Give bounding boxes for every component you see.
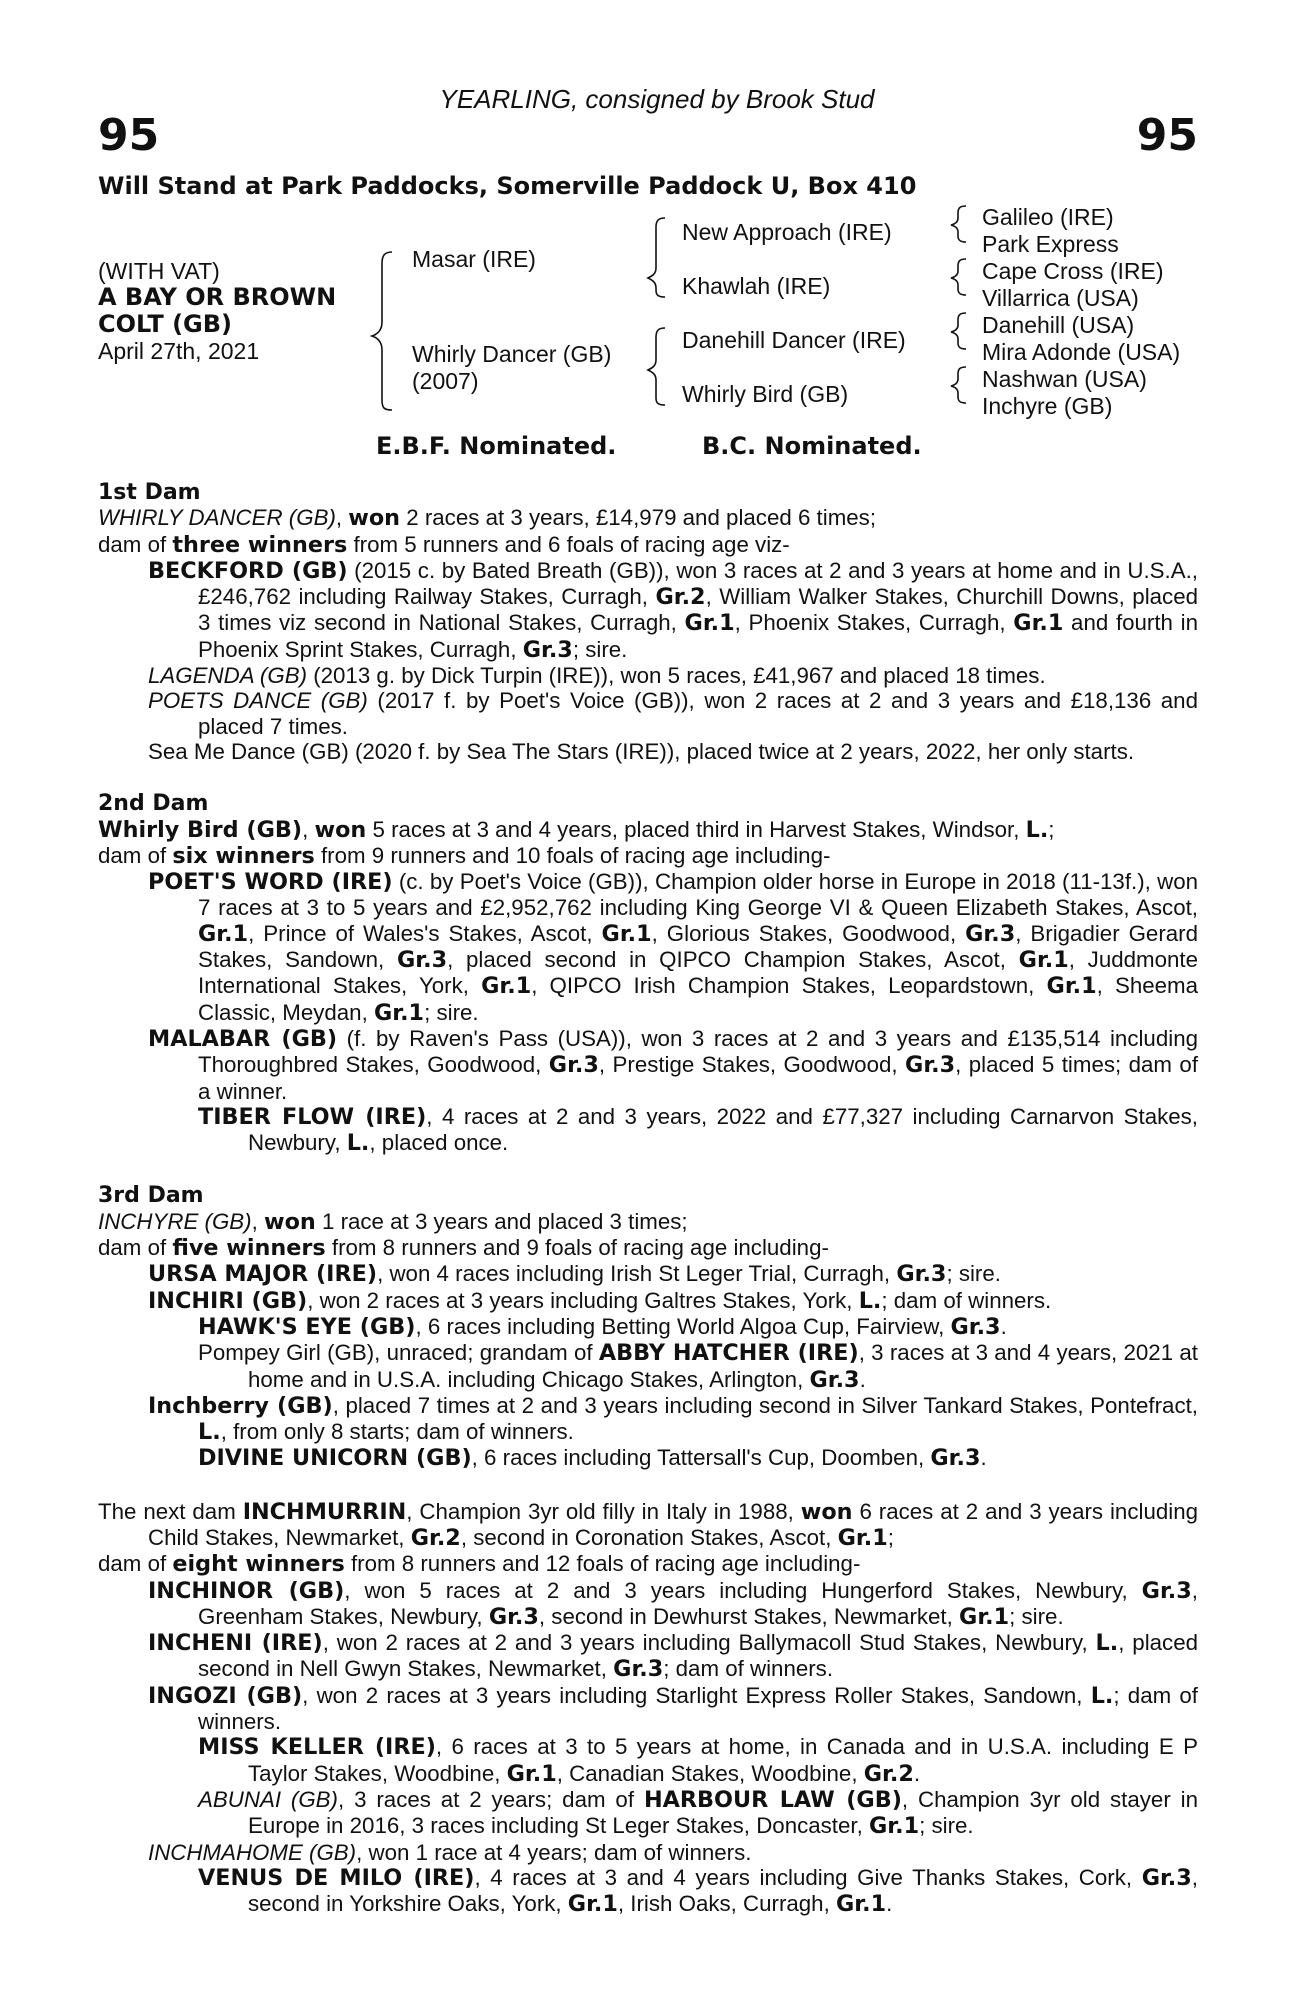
list-item: TIBER FLOW (IRE), 4 races at 2 and 3 years, 2022 and £77,327 including Carnarvon Stakes, Newbury, L., placed once. (198, 1103, 1198, 1157)
list-item: INCHIRI (GB), won 2 races at 3 years including Galtres Stakes, York, L.; dam of winners. (148, 1287, 1052, 1314)
list-item: INCHENI (IRE), won 2 races at 2 and 3 years including Ballymacoll Stud Stakes, Newbury, L., placed second in Nell Gwyn Stakes, Newmarket, Gr.3; dam of winners. (148, 1630, 1199, 1683)
ancestor-1: Galileo (IRE) (982, 204, 1114, 230)
foaling-date: April 27th, 2021 (98, 338, 260, 364)
list-item: POET'S WORD (IRE) (c. by Poet's Voice (GB)), Champion older horse in Europe in 2018 (11-13f.), won 7 races at 3 to 5 years and £2,952,762 including King George VI & Queen Elizabeth Stakes, Ascot, Gr.1, Prince of Wales's Stakes, Ascot, Gr.1, Glorious Stakes, Goodwood, Gr.3, Brigadier Gerard Stakes, Sandown, Gr.3, placed second in QIPCO Champion Stakes, Ascot, Gr.1, Juddmonte International Stakes, York, Gr.1, QIPCO Irish Champion Stakes, Leopardstown, Gr.1, Sheema Classic, Meydan, Gr.1; sire. (148, 869, 1199, 1026)
first-dam-produce: dam of three winners from 5 runners and 6 foals of racing age viz- (98, 531, 790, 558)
list-item: INCHINOR (GB), won 5 races at 2 and 3 years including Hungerford Stakes, Newbury, Gr.3, Greenham Stakes, Newbury, Gr.3, second in Dewhurst Stakes, Newmarket, Gr.1; sire. (148, 1577, 1198, 1630)
list-item: ABUNAI (GB), 3 races at 2 years; dam of HARBOUR LAW (GB), Champion 3yr old stayer in Europe in 2016, 3 races including St Leger Stakes, Doncaster, Gr.1; sire. (198, 1786, 1198, 1840)
sire-name: Masar (IRE) (412, 246, 536, 272)
lot-number-left: 95 (98, 110, 160, 161)
consignor-header: YEARLING, consigned by Brook Stud (439, 84, 875, 114)
list-item: HAWK'S EYE (GB), 6 races including Betting World Algoa Cup, Fairview, Gr.3. (198, 1313, 1007, 1340)
list-item: LAGENDA (GB) (2013 g. by Dick Turpin (IRE)), won 5 races, £41,967 and placed 18 times. (148, 663, 1046, 689)
ebf-nomination: E.B.F. Nominated. (376, 432, 617, 460)
horse-description-1: A BAY OR BROWN (98, 283, 337, 311)
third-dam-record: INCHYRE (GB), won 1 race at 3 years and placed 3 times; (98, 1208, 688, 1235)
second-dam-heading: 2nd Dam (98, 791, 209, 817)
dam-year: (2007) (412, 368, 479, 394)
list-item: MALABAR (GB) (f. by Raven's Pass (USA)), won 3 races at 2 and 3 years and £135,514 including Thoroughbred Stakes, Goodwood, Gr.3, Prestige Stakes, Goodwood, Gr.3, placed 5 times; dam of a winner. (148, 1025, 1199, 1104)
dam-sire-name: Danehill Dancer (IRE) (682, 327, 906, 353)
third-dam-heading: 3rd Dam (98, 1183, 204, 1209)
first-dam-record: WHIRLY DANCER (GB), won 2 races at 3 years, £14,979 and placed 6 times; (98, 505, 877, 532)
list-item: Inchberry (GB), placed 7 times at 2 and 3 years including second in Silver Tankard Stakes, Pontefract, L., from only 8 starts; dam of winners. (148, 1392, 1198, 1446)
third-dam-produce: dam of five winners from 8 runners and 9 foals of racing age including- (98, 1235, 829, 1262)
sire-dam-name: Khawlah (IRE) (682, 273, 831, 299)
ancestor-7: Nashwan (USA) (982, 366, 1147, 392)
list-item: Sea Me Dance (GB) (2020 f. by Sea The Stars (IRE)), placed twice at 2 years, 2022, her only starts. (148, 738, 1135, 764)
list-item: MISS KELLER (IRE), 6 races at 3 to 5 years at home, in Canada and in U.S.A. including E P Taylor Stakes, Woodbine, Gr.1, Canadian Stakes, Woodbine, Gr.2. (198, 1734, 1198, 1787)
list-item: INCHMAHOME (GB), won 1 race at 4 years; dam of winners. (148, 1839, 752, 1865)
list-item: DIVINE UNICORN (GB), 6 races including Tattersall's Cup, Doomben, Gr.3. (198, 1445, 987, 1472)
dam-dam-name: Whirly Bird (GB) (682, 381, 849, 407)
sire-sire-name: New Approach (IRE) (682, 219, 892, 245)
list-item: INGOZI (GB), won 2 races at 3 years including Starlight Express Roller Stakes, Sandown, L.; dam of winners. (148, 1682, 1198, 1735)
first-dam-heading: 1st Dam (98, 480, 201, 505)
catalogue-body (98, 480, 1198, 1917)
ancestor-2: Park Express (982, 231, 1119, 257)
lot-number-right: 95 (1136, 110, 1198, 161)
vat-label: (WITH VAT) (98, 258, 220, 284)
second-dam-record: Whirly Bird (GB), won 5 races at 3 and 4 years, placed third in Harvest Stakes, Windsor, L.; (98, 816, 1055, 843)
ancestor-6: Mira Adonde (USA) (982, 339, 1181, 365)
list-item: BECKFORD (GB) (2015 c. by Bated Breath (GB)), won 3 races at 2 and 3 years at home and in U.S.A., £246,762 including Railway Stakes, Curragh, Gr.2, William Walker Stakes, Churchill Downs, placed 3 times viz second in National Stakes, Curragh, Gr.1, Phoenix Stakes, Curragh, Gr.1 and fourth in Phoenix Sprint Stakes, Curragh, Gr.3; sire. (148, 557, 1199, 663)
ancestor-5: Danehill (USA) (982, 312, 1135, 338)
list-item: Pompey Girl (GB), unraced; grandam of ABBY HATCHER (IRE), 3 races at 3 and 4 years, 2021 at home and in U.S.A. including Chicago Stakes, Arlington, Gr.3. (198, 1340, 1198, 1393)
list-item: VENUS DE MILO (IRE), 4 races at 3 and 4 years including Give Thanks Stakes, Cork, Gr.3, second in Yorkshire Oaks, York, Gr.1, Irish Oaks, Curragh, Gr.1. (198, 1864, 1198, 1918)
list-item: URSA MAJOR (IRE), won 4 races including Irish St Leger Trial, Curragh, Gr.3; sire. (148, 1261, 1001, 1288)
ancestor-4: Villarrica (USA) (982, 285, 1139, 311)
next-dam-produce: dam of eight winners from 8 runners and 12 foals of racing age including- (98, 1551, 861, 1578)
bc-nomination: B.C. Nominated. (702, 432, 922, 460)
second-dam-produce: dam of six winners from 9 runners and 10 foals of racing age including- (98, 842, 831, 869)
list-item: POETS DANCE (GB) (2017 f. by Poet's Voice (GB)), won 2 races at 2 and 3 years and £18,136 and placed 7 times. (148, 688, 1198, 739)
dam-name: Whirly Dancer (GB) (412, 341, 612, 367)
next-dam-record: The next dam INCHMURRIN, Champion 3yr old filly in Italy in 1988, won 6 races at 2 and 3 years including Child Stakes, Newmarket, Gr.2, second in Coronation Stakes, Ascot, Gr.1; (98, 1498, 1198, 1551)
ancestor-3: Cape Cross (IRE) (982, 258, 1164, 284)
stand-location: Will Stand at Park Paddocks, Somerville Paddock U, Box 410 (98, 172, 917, 200)
horse-description-2: COLT (GB) (98, 310, 232, 338)
ancestor-8: Inchyre (GB) (982, 393, 1113, 419)
